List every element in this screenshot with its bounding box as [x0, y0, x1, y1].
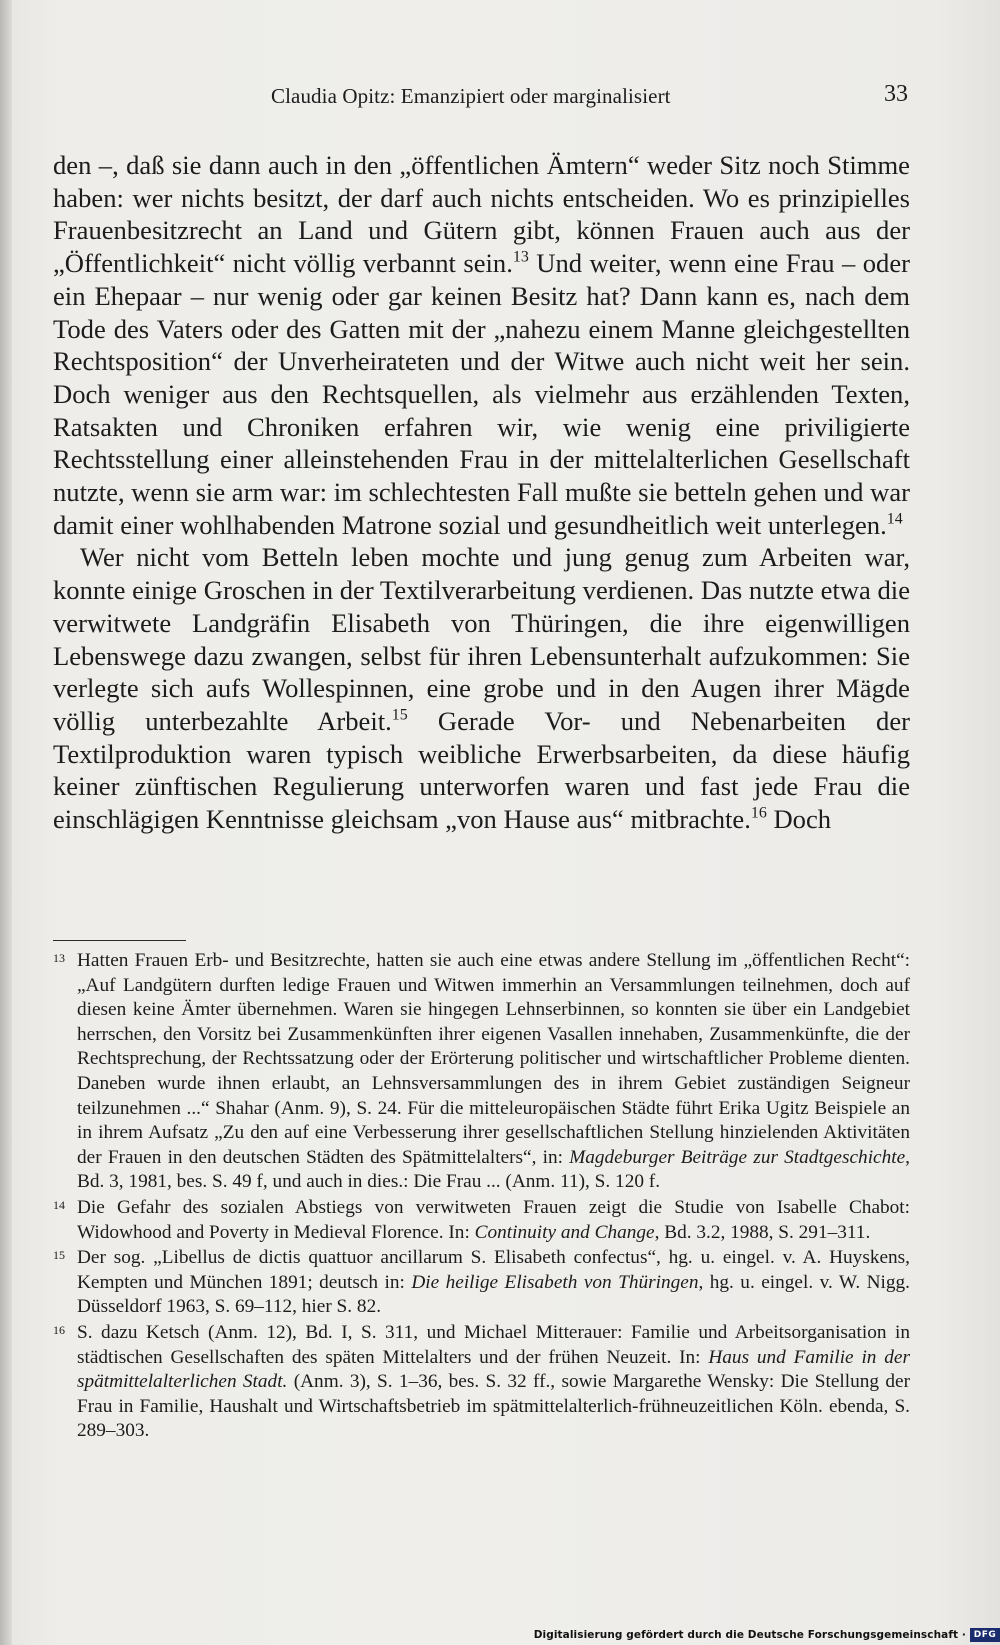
footnote-number: 15 [53, 1248, 65, 1263]
footnote-number: 13 [53, 951, 65, 965]
paragraph [53, 149, 910, 541]
cited-title: Die heilige Elisabeth von Thüringen [411, 1271, 699, 1293]
cited-title: Continuity and Change [474, 1221, 655, 1243]
footnote-text [77, 1197, 910, 1243]
digitization-credit [534, 1626, 1000, 1643]
text-run: Gerade Vor- und Nebenarbeiten der Textilproduktion waren typisch weibliche Erwerbsarbeiten, da diese häufig keiner zünftischen Regulierung unterworfen waren und fast jede Frau die einschlägigen Kenntnisse gleichsam „von Hause aus“ mitbrachte. [53, 705, 910, 835]
text-run: Die Gefahr des sozialen Abstiegs von verwitweten Frauen zeigt die Studie von Isabelle Chabot: Widowhood and Poverty in Medieval Florence. In: [77, 1196, 910, 1243]
paragraph [53, 541, 910, 835]
text-run: , hg. u. eingel. v. W. Nigg. Düsseldorf 1963, S. 69–112, hier S. 82. [77, 1271, 910, 1318]
text-run: (Anm. 3), S. 1–36, bes. S. 32 ff., sowie Margarethe Wensky: Die Stellung der Frau in Familie, Haushalt und Wirtschaftsbetrieb im spätmittelalterlich-frühneuzeitlichen Köln. ebenda, S. 289–303. [77, 1371, 910, 1442]
page-number: 33 [884, 81, 908, 107]
footnote-divider [53, 940, 186, 941]
text-run: den –, daß sie dann auch in den „öffentlichen Ämtern“ weder Sitz noch Stimme haben: wer nichts besitzt, der darf auch nichts entscheiden. Wo es prinzipielles Frauenbesitzrecht an Land und Gütern gibt, können Frauen auch aus der „Öffentlichkeit“ nicht völlig verbannt sein. [53, 150, 910, 279]
cited-title: Haus und Familie in der spätmittelalterlichen Stadt. [77, 1346, 910, 1393]
dfg-logo-icon: DFG [970, 1628, 1000, 1642]
footnote-text [77, 950, 910, 1192]
page-edge-shadow [0, 0, 12, 1645]
text-run: S. dazu Ketsch (Anm. 12), Bd. I, S. 311, und Michael Mitterauer: Familie und Arbeitsorganisation in städtischen Gesellschaften des späten Mittelalters und der frühen Neuzeit. In: [77, 1321, 910, 1368]
footnote-16 [53, 1321, 910, 1444]
text-run: Wer nicht vom Betteln leben mochte und jung genug zum Arbeiten war, konnte einige Groschen in der Textilverarbeitung verdienen. Das nutzte etwa die verwitwete Landgräfin Elisabeth von Thüringen, die ihre eigenwilligen Lebenswege dazu zwangen, selbst für ihren Lebensunterhalt aufzukommen: Sie verlegte sich aufs Wollespinnen, eine grobe und in den Augen ihrer Mägde völlig unterbezahlte Arbeit. [53, 542, 910, 736]
footnote-14 [53, 1196, 910, 1245]
footnote-13 [53, 949, 910, 1195]
main-text [53, 149, 910, 836]
footnote-15 [53, 1246, 910, 1320]
text-run: Der sog. „Libellus de dictis quattuor ancillarum S. Elisabeth confectus“, hg. u. eingel. v. A. Huyskens, Kempten und München 1891; deutsch in: [77, 1247, 910, 1293]
text-run: Und weiter, wenn eine Frau – oder ein Ehepaar – nur wenig oder gar keinen Besitz hat? Dann kann es, nach dem Tode des Vaters oder des Gatten mit der „nahezu einem Manne gleichgestellten Rechtsposition“ der Unverheirateten und der Witwe auch nicht weit her sein. Doch weniger aus den Rechtsquellen, als vielmehr aus erzählenden Texten, Ratsakten und Chroniken erfahren wir, wie wenig eine priviligierte Rechtsstellung einer alleinstehenden Frau in der mittelalterlichen Gesellschaft nutzte, wenn sie arm war: im schlechtesten Fall mußte sie betteln gehen und war damit einer wohlhabenden Matrone sozial und gesundheitlich weit unterlegen. [53, 248, 910, 540]
text-run: , Bd. 3, 1981, bes. S. 49 f, und auch in dies.: Die Frau ... (Anm. 11), S. 120 f. [77, 1146, 910, 1193]
footnote-text [77, 1247, 910, 1317]
running-title: Claudia Opitz: Emanzipiert oder marginalisiert [271, 84, 671, 108]
footnote-number: 14 [53, 1197, 65, 1212]
text-run: , Bd. 3.2, 1988, S. 291–311. [654, 1221, 871, 1243]
cited-title: Magdeburger Beiträge zur Stadtgeschichte [569, 1146, 906, 1168]
text-run: Hatten Frauen Erb- und Besitzrechte, hatten sie auch eine etwas andere Stellung im „öffentlichen Recht“: „Auf Landgütern durften ledige Frauen und Witwen immerhin an Versammlungen teilnehmen, doch auf diesen keine Ämter übernehmen. Waren sie hingegen Lehnserbinnen, so konnten sie über ein Landgebiet herrschen, den Vorsitz bei Zusammenkünften ihrer eigenen Vasallen innehaben, Zusammenkünfte, die der Rechtsprechung, der Rechtssatzung oder der Erörterung politischer und wirtschaftlicher Probleme dienten. Daneben wurde ihnen erlaubt, an Lehnsversammlungen des in ihrem Gebiet zuständigen Seigneur teilzunehmen ...“ Shahar (Anm. 9), S. 24. Für die mitteleuropäischen Städte führt Erika Ugitz Beispiele an in ihrem Aufsatz „Zu den auf eine Verbesserung ihrer gesellschaftlichen Stellung hinzielenden Aktivitäten der Frauen in den deutschen Städten des Spätmittelalters“, in: [77, 950, 910, 1168]
footnote-reference: 15 [391, 706, 408, 724]
footnote-reference: 14 [886, 510, 903, 528]
text-run: Doch [766, 804, 832, 835]
footnotes [53, 949, 910, 1445]
footnote-number: 16 [53, 1322, 65, 1337]
footnote-text [77, 1322, 910, 1441]
footnote-reference: 13 [512, 248, 529, 266]
credit-text: Digitalisierung gefördert durch die Deutsche Forschungsgemeinschaft · [533, 1628, 966, 1641]
footnote-reference: 16 [750, 804, 767, 822]
